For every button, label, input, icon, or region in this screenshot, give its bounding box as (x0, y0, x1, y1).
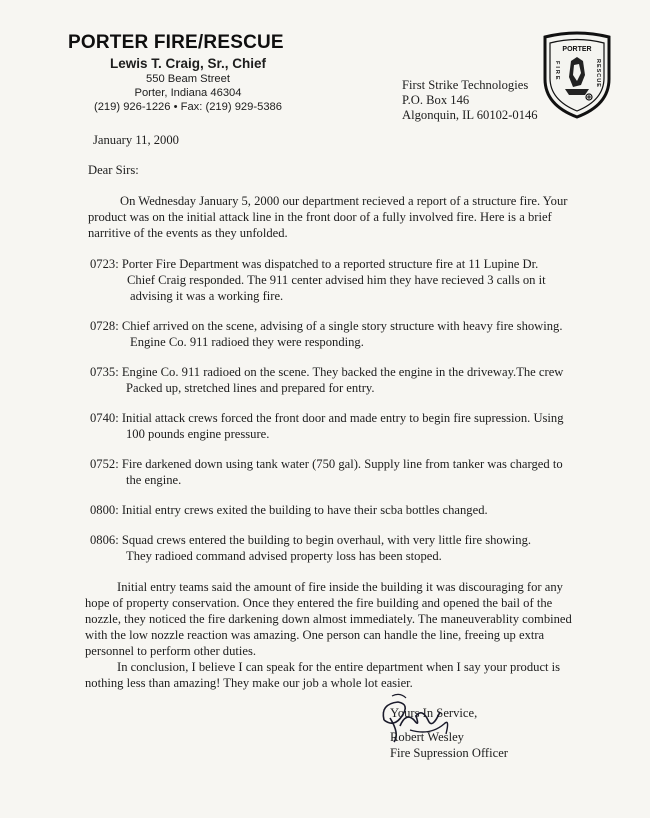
event-line: 100 pounds engine pressure. (126, 427, 270, 441)
recipient-line: P.O. Box 146 (402, 93, 470, 107)
recipient-address (402, 78, 538, 123)
signer-name: Robert Wesley (390, 730, 464, 744)
event-line: Packed up, stretched lines and prepared for entry. (126, 381, 375, 395)
event-line: 0735: Engine Co. 911 radioed on the scene. They backed the engine in the driveway.The crew (90, 365, 564, 379)
fire-rescue-badge-icon (541, 31, 613, 119)
event-line: 0800: Initial entry crews exited the building to have their scba bottles changed. (90, 503, 488, 517)
letterhead (68, 32, 308, 114)
body-line: hope of property conservation. Once they entered the fire building and opened the bail of the (85, 596, 553, 610)
body-line: nozzle, they noticed the fire darkening down almost immediately. The maneuverablity combined (85, 612, 572, 626)
event-line: 0740: Initial attack crews forced the front door and made entry to begin fire supression. Using (90, 411, 564, 425)
closing: Yours In Service, (390, 706, 478, 720)
intro-line: On Wednesday January 5, 2000 our department recieved a report of a structure fire. Your (120, 194, 568, 208)
event-line: They radioed command advised property loss has been stoped. (126, 549, 442, 563)
event-line: 0728: Chief arrived on the scene, advising of a single story structure with heavy fire showing. (90, 319, 563, 333)
org-name: PORTER FIRE/RESCUE (68, 32, 284, 53)
event-line: the engine. (126, 473, 182, 487)
conclusion-line: In conclusion, I believe I can speak for the entire department when I say your product is (117, 660, 561, 674)
intro-line: narritive of the events as they unfolded. (88, 226, 288, 240)
salutation: Dear Sirs: (88, 163, 139, 177)
event-line: 0752: Fire darkened down using tank water (750 gal). Supply line from tanker was charged to (90, 457, 563, 471)
event-line: advising it was a working fire. (130, 289, 284, 303)
letterhead-phones: (219) 926-1226 • Fax: (219) 929-5386 (93, 101, 282, 113)
body-line: Initial entry teams said the amount of fire inside the building it was discouraging for any (117, 580, 563, 594)
intro-line: product was on the initial attack line in the front door of a fully involved fire. Here is a brief (88, 210, 552, 224)
event-line: Chief Craig responded. The 911 center advised him they have recieved 3 calls on it (127, 273, 546, 287)
badge-right-text: RESCUE (595, 59, 601, 88)
event-line: 0806: Squad crews entered the building to begin overhaul, with very little fire showing. (90, 533, 532, 547)
signer-title: Fire Supression Officer (390, 746, 508, 760)
letterhead-street: 550 Beam Street (146, 73, 230, 85)
letterhead-city: Porter, Indiana 46304 (134, 87, 242, 99)
badge-top-text: PORTER (562, 46, 592, 53)
body-line: with the low nozzle reaction was amazing. One person can handle the line, freeing up extra (85, 628, 545, 642)
event-line: Engine Co. 911 radioed they were responding. (130, 335, 364, 349)
event-line: 0723: Porter Fire Department was dispatched to a reported structure fire at 11 Lupine Dr. (90, 257, 539, 271)
conclusion-line: nothing less than amazing! They make our job a whole lot easier. (85, 676, 413, 690)
letter-date: January 11, 2000 (93, 133, 179, 147)
body-line: personnel to perform other duties. (85, 644, 257, 658)
chief-name: Lewis T. Craig, Sr., Chief (109, 56, 267, 71)
badge-left-text: FIRE (554, 61, 560, 82)
recipient-line: First Strike Technologies (402, 78, 529, 92)
recipient-line: Algonquin, IL 60102-0146 (402, 108, 538, 122)
